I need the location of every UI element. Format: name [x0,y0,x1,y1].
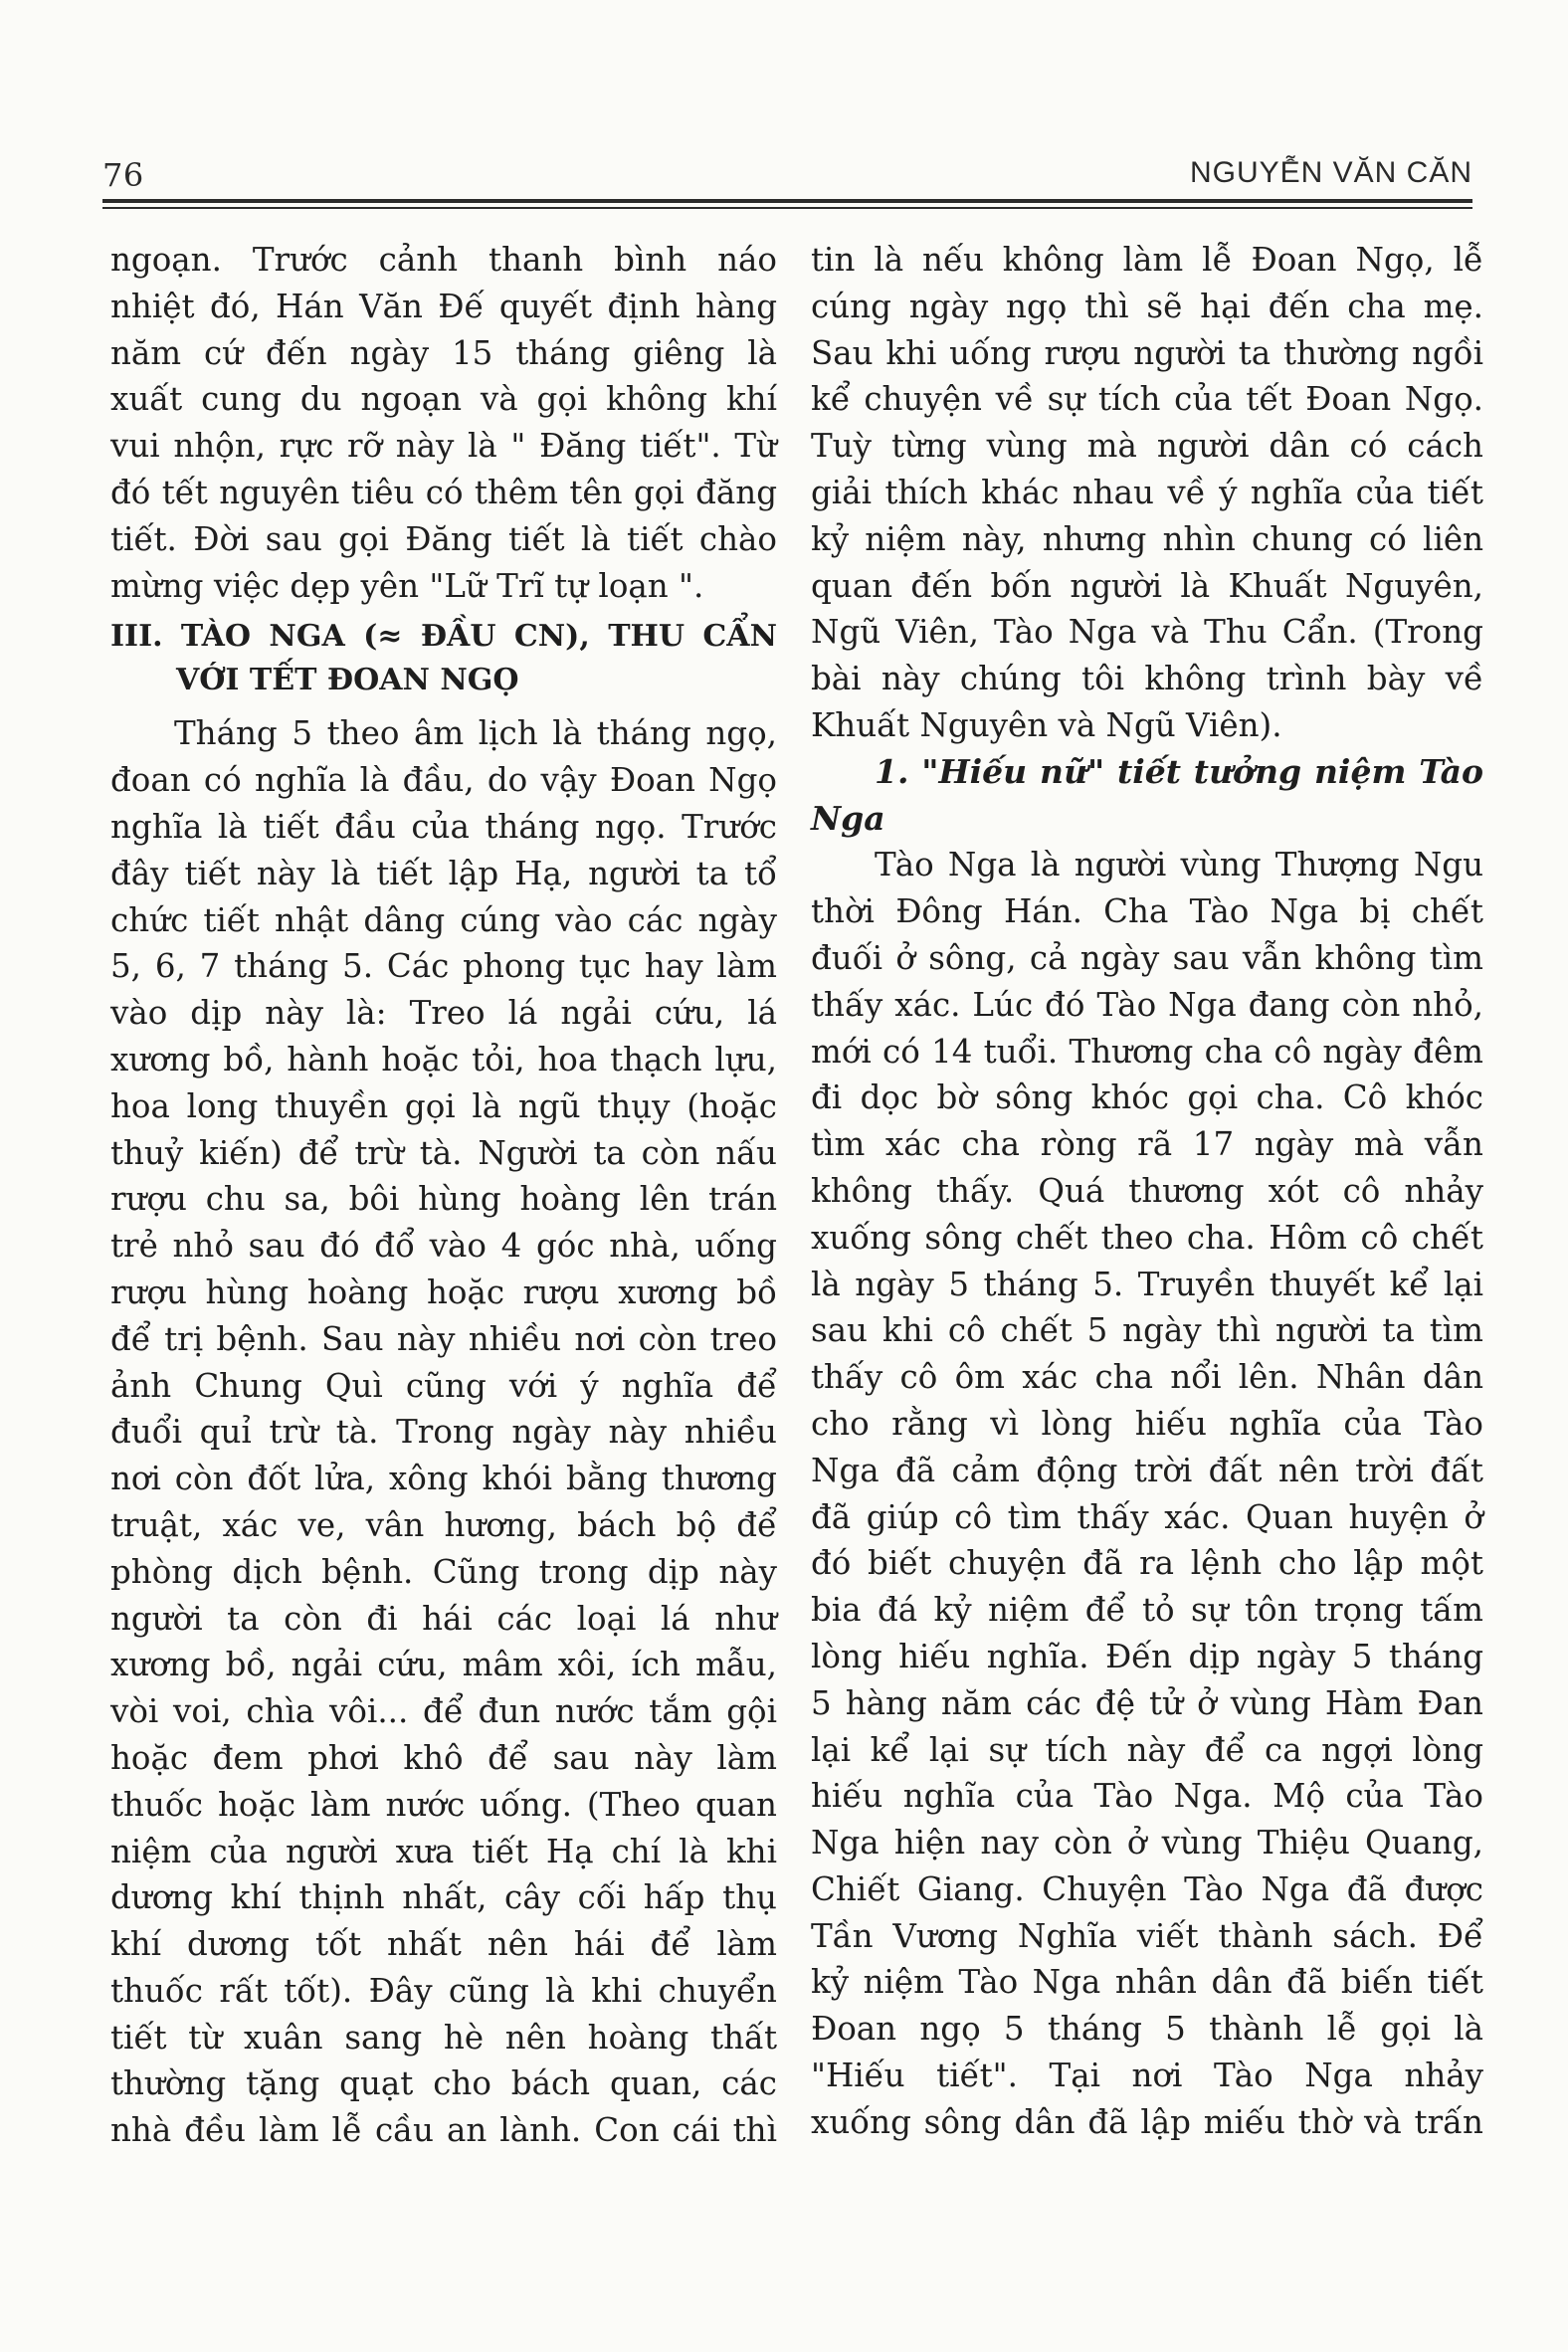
text-line: Đoan ngọ 5 tháng 5 thành lễ gọi là [811,2010,1483,2049]
section-heading-line-2: VỚI TẾT ĐOAN NGỌ [176,663,519,698]
header-rule-thick [102,199,1472,203]
text-line: Ngũ Viên, Tào Nga và Thu Cẩn. (Trong [811,613,1483,652]
text-line: xuống sông dân đã lập miếu thờ và trấn [811,2102,1483,2141]
text-line: bài này chúng tôi không trình bày về [811,660,1483,698]
right-paragraph-1 [811,237,1483,749]
text-line: thấy xác. Lúc đó Tào Nga đang còn nhỏ, [811,985,1483,1024]
text-line: xuống sông chết theo cha. Hôm cô chết [811,1218,1483,1257]
left-paragraph-1 [110,237,777,609]
running-head: NGUYỄN VĂN CĂN [1189,156,1472,189]
text-line: đó tết nguyên tiêu có thêm tên gọi đăng [110,473,777,511]
left-paragraph-2 [110,710,777,2154]
text-line: thời Đông Hán. Cha Tào Nga bị chết [811,892,1483,931]
text-line: tiết từ xuân sang hè nên hoàng thất [110,2018,777,2057]
text-line: kỷ niệm Tào Nga nhân dân đã biến tiết [811,1963,1483,2002]
text-line: đuối ở sông, cả ngày sau vẫn không tìm [811,938,1483,977]
text-line: Tần Vương Nghĩa viết thành sách. Để [811,1916,1483,1955]
text-line: rượu hùng hoàng hoặc rượu xương bồ [110,1273,777,1311]
text-line: Nga đã cảm động trời đất nên trời đất [811,1451,1483,1489]
text-line: mới có 14 tuổi. Thương cha cô ngày đêm [811,1032,1483,1071]
text-line: ảnh Chung Quì cũng với ý nghĩa để [110,1366,777,1405]
text-line: tiết. Đời sau gọi Đăng tiết là tiết chào [110,519,777,558]
text-line: Sau khi uống rượu người ta thường ngồi [811,333,1483,372]
text-line: trẻ nhỏ sau đó đổ vào 4 góc nhà, uống [110,1227,777,1266]
text-line: ngoạn. Trước cảnh thanh bình náo [110,241,777,279]
text-line: tìm xác cha ròng rã 17 ngày mà vẫn [811,1125,1483,1164]
text-line: chức tiết nhật dâng cúng vào các ngày [110,900,777,939]
subsection-heading [811,749,1483,843]
text-line: hoa long thuyền gọi là ngũ thụy (hoặc [110,1086,777,1125]
text-line: khí dương tốt nhất nên hái để làm [110,1925,777,1964]
text-line: thuốc rất tốt). Đây cũng là khi chuyển [110,1971,777,2010]
left-column [110,237,777,2154]
right-paragraph-2 [811,842,1483,2145]
text-line: đó biết chuyện đã ra lệnh cho lập một [811,1544,1483,1583]
text-line: rượu chu sa, bôi hùng hoàng lên trán [110,1180,777,1219]
text-line: 5 hàng năm các đệ tử ở vùng Hàm Đan [811,1683,1483,1722]
text-line: đã giúp cô tìm thấy xác. Quan huyện ở [811,1497,1483,1536]
text-line: thuỷ kiến) để trừ tà. Người ta còn nấu [110,1133,777,1172]
text-line: sau khi cô chết 5 ngày thì người ta tìm [811,1311,1483,1350]
text-line: nhà đều làm lễ cầu an lành. Con cái thì [110,2111,777,2150]
text-line: Tháng 5 theo âm lịch là tháng ngọ, [174,714,777,753]
text-line: kể chuyện về sự tích của tết Đoan Ngọ. [811,380,1483,419]
text-line: đi dọc bờ sông khóc gọi cha. Cô khóc [811,1078,1483,1117]
text-line: giải thích khác nhau về ý nghĩa của tiết [811,473,1483,511]
text-line: đây tiết này là tiết lập Hạ, người ta tổ [110,854,777,892]
section-heading [110,615,777,702]
text-line: cho rằng vì lòng hiếu nghĩa của Tào [811,1404,1483,1443]
text-line: Chiết Giang. Chuyện Tào Nga đã được [811,1869,1483,1908]
text-line: tin là nếu không làm lễ Đoan Ngọ, lễ [811,241,1483,279]
text-line: đoan có nghĩa là đầu, do vậy Đoan Ngọ [110,761,777,800]
text-line: bia đá kỷ niệm để tỏ sự tôn trọng tấm [811,1591,1483,1630]
text-line: quan đến bốn người là Khuất Nguyên, [811,566,1483,605]
subsection-heading-line-1: 1. "Hiếu nữ" tiết tưởng niệm Tào [875,751,1483,791]
text-line: xương bồ, hành hoặc tỏi, hoa thạch lựu, [110,1040,777,1078]
text-line: xuất cung du ngoạn và gọi không khí [110,380,777,419]
text-line: nghĩa là tiết đầu của tháng ngọ. Trước [110,807,777,846]
text-line: đuổi quỉ trừ tà. Trong ngày này nhiều [110,1413,777,1452]
text-line: "Hiếu tiết". Tại nơi Tào Nga nhảy [811,2057,1483,2095]
text-line: phòng dịch bệnh. Cũng trong dịp này [110,1552,777,1591]
text-line: Tào Nga là người vùng Thượng Ngu [875,846,1483,884]
text-line: là ngày 5 tháng 5. Truyền thuyết kể lại [811,1265,1483,1303]
text-line: lòng hiếu nghĩa. Đến dịp ngày 5 tháng [811,1637,1483,1675]
text-line: mừng việc dẹp yên "Lữ Trĩ tự loạn ". [110,566,704,605]
text-line: truật, xác ve, vân hương, bách bộ để [110,1505,777,1544]
section-heading-line-1: III. TÀO NGA (≈ ĐẦU CN), THU CẨN [110,619,777,655]
text-line: thường tặng quạt cho bách quan, các [110,2064,777,2103]
text-line: lại kể lại sự tích này để ca ngợi lòng [811,1730,1483,1769]
page-number: 76 [102,156,144,194]
text-line: để trị bệnh. Sau này nhiều nơi còn treo [110,1319,777,1358]
text-line: vào dịp này là: Treo lá ngải cứu, lá [110,994,777,1033]
text-line: hiếu nghĩa của Tào Nga. Mộ của Tào [811,1777,1483,1816]
subsection-heading-line-2: Nga [811,798,885,838]
text-line: kỷ niệm này, nhưng nhìn chung có liên [811,519,1483,558]
text-line: Tuỳ từng vùng mà người dân có cách [811,427,1483,466]
text-line: Nga hiện nay còn ở vùng Thiệu Quang, [811,1824,1483,1862]
text-line: Khuất Nguyên và Ngũ Viên). [811,705,1282,744]
text-line: nơi còn đốt lửa, xông khói bằng thương [110,1460,777,1498]
text-line: dương khí thịnh nhất, cây cối hấp thụ [110,1878,777,1917]
text-line: vòi voi, chìa vôi... để đun nước tắm gội [110,1692,777,1731]
text-line: vui nhộn, rực rỡ này là " Đăng tiết". Từ [110,427,777,466]
header-rule-thin [102,207,1472,209]
text-line: người ta còn đi hái các loại lá như [110,1599,777,1638]
text-line: xương bồ, ngải cứu, mâm xôi, ích mẫu, [110,1646,777,1684]
right-column [811,237,1483,2146]
text-line: không thấy. Quá thương xót cô nhảy [811,1171,1483,1210]
text-line: thuốc hoặc làm nước uống. (Theo quan [110,1785,777,1824]
text-line: hoặc đem phơi khô để sau này làm [110,1738,777,1777]
text-line: thấy cô ôm xác cha nổi lên. Nhân dân [811,1358,1483,1397]
text-line: cúng ngày ngọ thì sẽ hại đến cha mẹ. [811,287,1483,325]
text-line: niệm của người xưa tiết Hạ chí là khi [110,1832,777,1870]
text-line: nhiệt đó, Hán Văn Đế quyết định hàng [110,287,777,325]
text-line: 5, 6, 7 tháng 5. Các phong tục hay làm [110,947,777,986]
text-line: năm cứ đến ngày 15 tháng giêng là [110,333,777,372]
